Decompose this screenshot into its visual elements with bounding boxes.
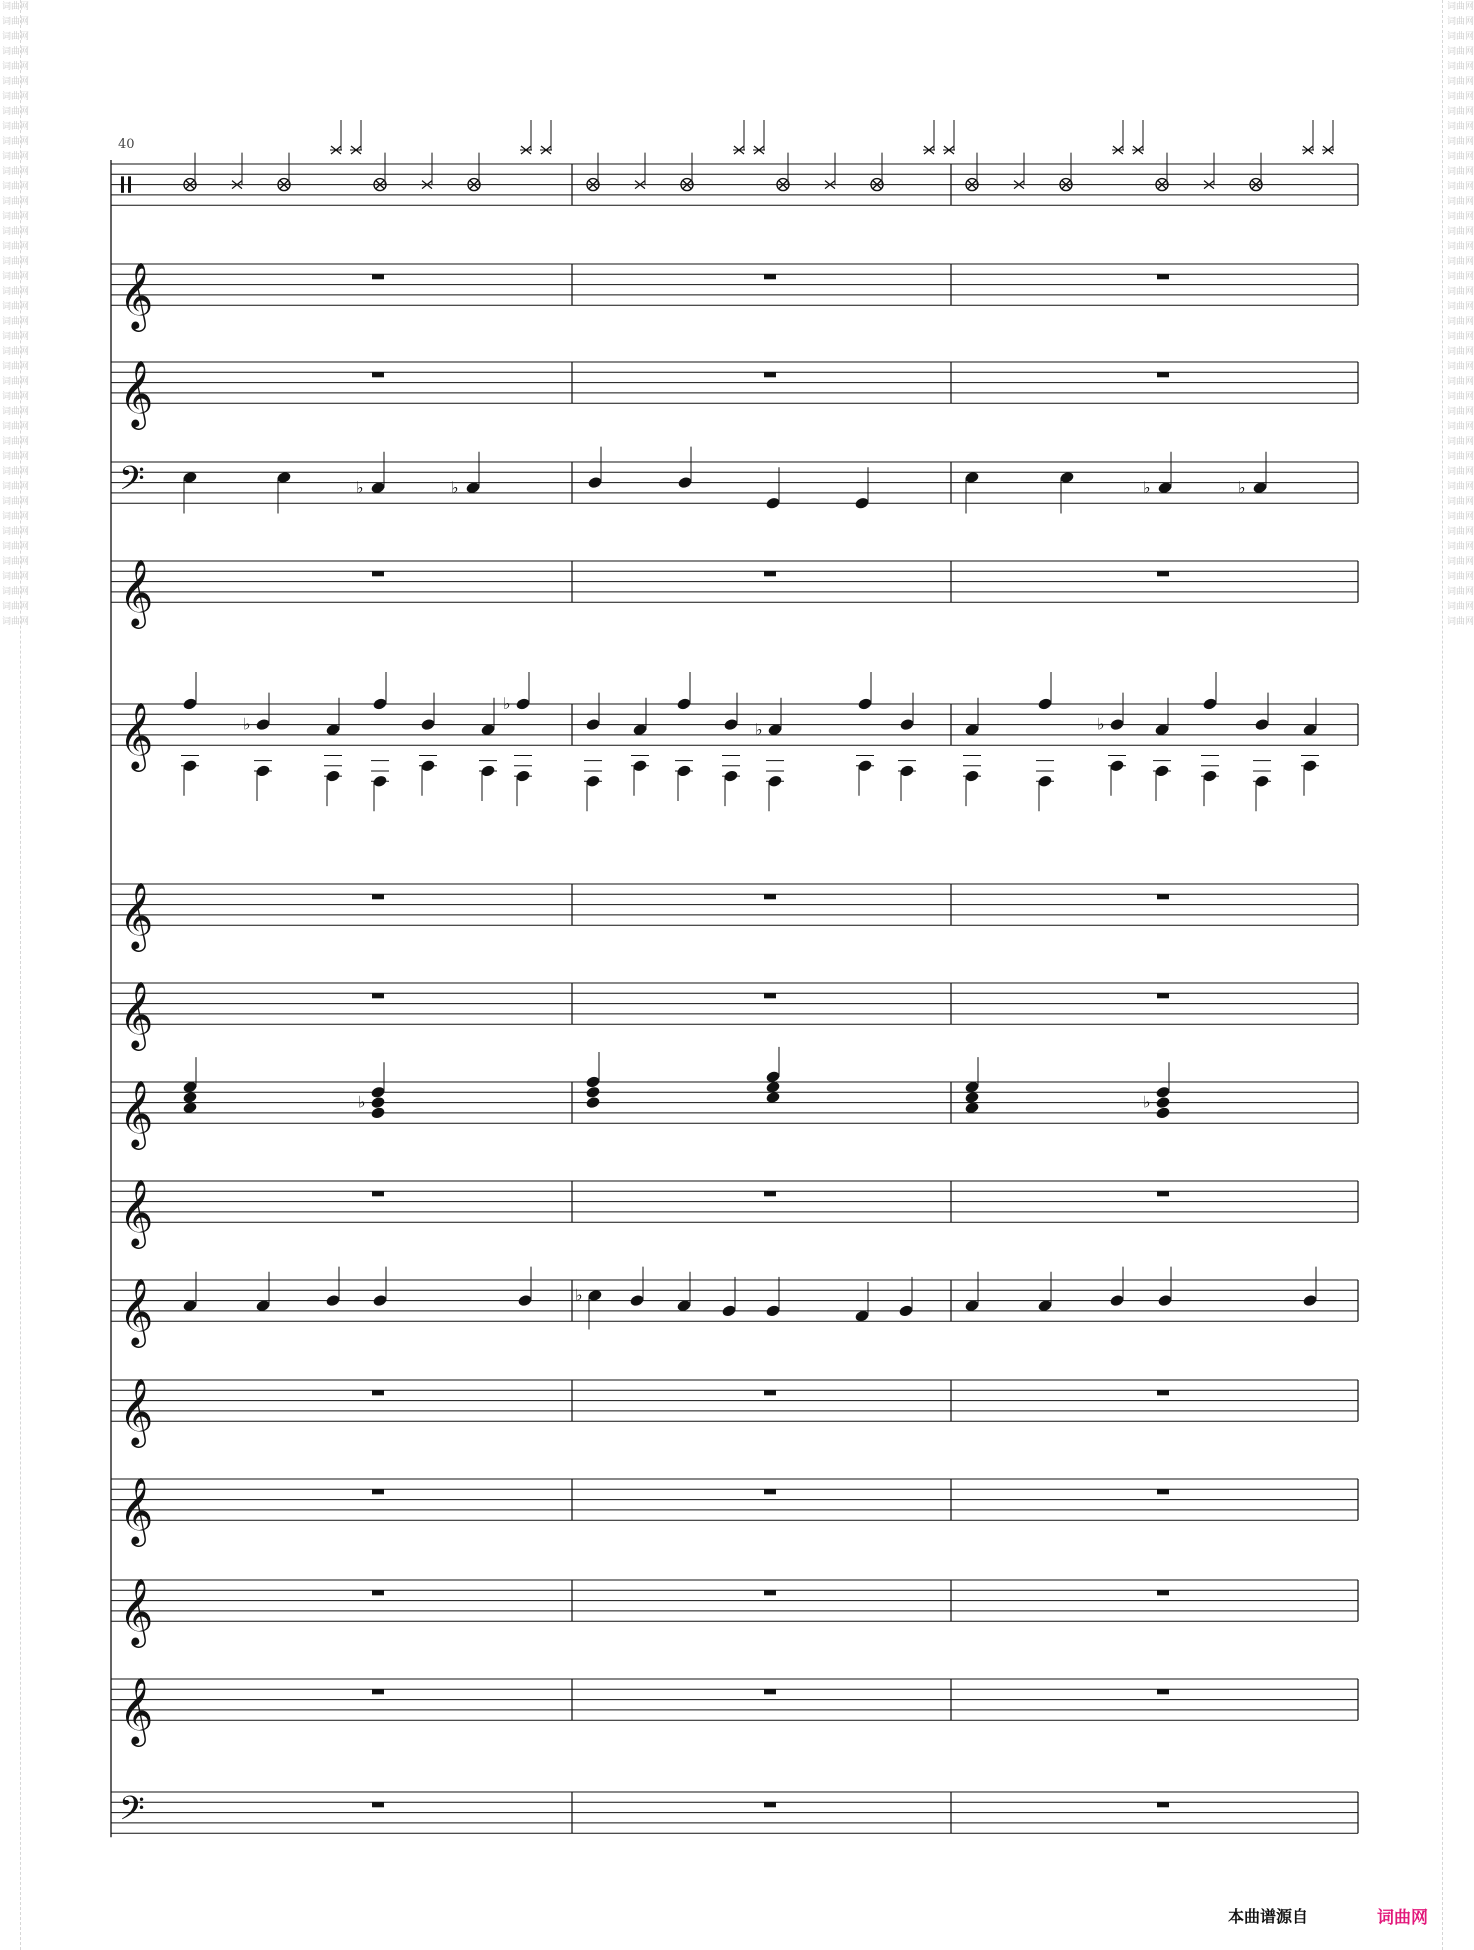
staff-percussion <box>111 164 1358 205</box>
chord-upper-notehead <box>255 718 271 732</box>
bass-clef: 𝄢 <box>119 1789 145 1836</box>
whole-rest <box>764 894 776 899</box>
staff-piano-chords <box>111 701 1358 772</box>
bass-notehead <box>677 476 693 490</box>
chord-pad-notehead <box>370 1106 386 1120</box>
whole-rest <box>764 1489 776 1494</box>
whole-rest <box>764 1689 776 1694</box>
chord-upper-notehead <box>420 718 436 732</box>
melody-notehead <box>325 1294 341 1308</box>
flat-accidental: ♭ <box>1143 477 1151 497</box>
measure-number: 40 <box>118 137 135 152</box>
flat-accidental: ♭ <box>575 1285 583 1305</box>
staff-staff-10 <box>111 1178 1358 1249</box>
treble-clef: 𝄞 <box>119 1079 154 1148</box>
melody-notehead <box>765 1304 781 1318</box>
chord-upper-notehead <box>515 697 531 711</box>
staff-staff-12 <box>111 1377 1358 1448</box>
whole-rest <box>1157 1390 1169 1395</box>
chord-upper-notehead <box>1254 718 1270 732</box>
staff-staff-13 <box>111 1476 1358 1547</box>
whole-rest <box>1157 1802 1169 1807</box>
staff-staff-7 <box>111 881 1358 952</box>
flat-accidental: ♭ <box>503 694 511 713</box>
chord-upper-notehead <box>1109 718 1125 732</box>
whole-rest <box>372 1689 384 1694</box>
whole-rest <box>764 1590 776 1595</box>
flat-accidental: ♭ <box>1143 1092 1151 1112</box>
melody-notehead <box>372 1294 388 1308</box>
chord-upper-notehead <box>585 718 601 732</box>
treble-clef: 𝄞 <box>119 881 154 950</box>
melody-notehead <box>721 1304 737 1318</box>
staff-staff-2 <box>111 261 1358 332</box>
whole-rest <box>372 894 384 899</box>
melody-notehead <box>629 1294 645 1308</box>
whole-rest <box>1157 993 1169 998</box>
whole-rest <box>764 1802 776 1807</box>
percussion-notes <box>184 120 1334 191</box>
staff-staff-16 <box>111 1790 1358 1836</box>
bass-notehead <box>587 476 603 490</box>
treble-clef: 𝄞 <box>119 261 154 330</box>
whole-rest <box>372 571 384 576</box>
chord-pad-notehead <box>370 1085 386 1099</box>
whole-rest <box>1157 894 1169 899</box>
whole-rest <box>372 1590 384 1595</box>
staff-staff-14 <box>111 1577 1358 1648</box>
whole-rest <box>764 372 776 377</box>
chord-upper-notehead <box>1202 697 1218 711</box>
treble-clef: 𝄞 <box>119 1577 154 1646</box>
treble-clef: 𝄞 <box>119 359 154 428</box>
footer-source-label: 本曲谱源自 <box>1228 1907 1309 1926</box>
treble-clef: 𝄞 <box>119 1178 154 1247</box>
chord-upper-notehead <box>676 697 692 711</box>
whole-rest <box>764 274 776 279</box>
chord-upper-notehead <box>1037 697 1053 711</box>
right-watermark-strip: 词曲网 词曲网 词曲网 词曲网 词曲网 词曲网 词曲网 词曲网 词曲网 词曲网 词曲网 词曲网 词曲网 词曲网 词曲网 词曲网 词曲网 词曲网 词曲网 词曲网 词曲网 词曲网 词曲网 词曲网 词曲网 词曲网 词曲网 词曲网 词曲网 词曲网 词曲网 词曲网 词曲网 词曲网 词曲网 词曲网 词曲网 词曲网 词曲网 词曲网 词曲网 词曲网 <box>1447 2 1474 627</box>
whole-rest <box>764 1390 776 1395</box>
treble-clef: 𝄞 <box>119 1277 154 1346</box>
flat-accidental: ♭ <box>755 719 763 739</box>
bass-notehead <box>854 496 870 510</box>
whole-rest <box>372 1489 384 1494</box>
whole-rest <box>1157 1689 1169 1694</box>
flat-accidental: ♭ <box>451 477 459 497</box>
chord-pad-notehead <box>585 1075 601 1089</box>
whole-rest <box>1157 1489 1169 1494</box>
whole-rest <box>372 1802 384 1807</box>
treble-clef: 𝄞 <box>119 558 154 627</box>
whole-rest <box>372 1191 384 1196</box>
percussion-clef <box>121 176 124 192</box>
chord-pad-notehead <box>1155 1106 1171 1120</box>
flat-accidental: ♭ <box>1238 477 1246 497</box>
chord-upper-notehead <box>372 697 388 711</box>
staff-staff-15 <box>111 1676 1358 1747</box>
melody-notehead <box>1157 1294 1173 1308</box>
flat-accidental: ♭ <box>1097 714 1105 734</box>
chord-pad-notehead <box>1155 1096 1171 1110</box>
treble-clef: 𝄞 <box>119 1676 154 1745</box>
chord-upper-notehead <box>723 718 739 732</box>
chord-pad-notehead <box>1155 1085 1171 1099</box>
whole-rest <box>1157 1590 1169 1595</box>
staff-chord-pad <box>111 1079 1358 1150</box>
whole-rest <box>764 993 776 998</box>
chord-pad-notehead <box>585 1096 601 1110</box>
melody-notes <box>182 1267 1318 1330</box>
staff-staff-5 <box>111 558 1358 629</box>
whole-rest <box>764 1191 776 1196</box>
whole-rest <box>1157 571 1169 576</box>
chord-pad-notes <box>182 1047 1171 1120</box>
chord-pad-notehead <box>370 1096 386 1110</box>
footer-brand-label[interactable]: 词曲网 <box>1377 1908 1428 1928</box>
whole-rest <box>1157 274 1169 279</box>
whole-rest <box>1157 1191 1169 1196</box>
whole-rest <box>372 993 384 998</box>
bass-notehead <box>765 496 781 510</box>
whole-rest <box>372 1390 384 1395</box>
whole-rest <box>372 372 384 377</box>
chord-upper-notehead <box>899 718 915 732</box>
flat-accidental: ♭ <box>356 477 364 497</box>
percussion-clef <box>128 176 131 192</box>
staff-staff-8 <box>111 980 1358 1051</box>
treble-clef: 𝄞 <box>119 980 154 1049</box>
left-watermark-strip: 词曲网 词曲网 词曲网 词曲网 词曲网 词曲网 词曲网 词曲网 词曲网 词曲网 词曲网 词曲网 词曲网 词曲网 词曲网 词曲网 词曲网 词曲网 词曲网 词曲网 词曲网 词曲网 词曲网 词曲网 词曲网 词曲网 词曲网 词曲网 词曲网 词曲网 词曲网 词曲网 词曲网 词曲网 词曲网 词曲网 词曲网 词曲网 词曲网 词曲网 词曲网 词曲网 <box>2 2 30 627</box>
staff-staff-3 <box>111 359 1358 430</box>
chord-upper-notehead <box>182 697 198 711</box>
treble-clef: 𝄞 <box>119 701 154 770</box>
whole-rest <box>1157 372 1169 377</box>
treble-clef: 𝄞 <box>119 1377 154 1446</box>
chord-pad-notehead <box>585 1085 601 1099</box>
whole-rest <box>764 571 776 576</box>
chord-upper-notehead <box>857 697 873 711</box>
melody-notehead <box>517 1294 533 1308</box>
melody-notehead <box>1302 1294 1318 1308</box>
whole-rest <box>372 274 384 279</box>
piano-chord-notes <box>181 672 1319 811</box>
flat-accidental: ♭ <box>358 1092 366 1112</box>
flat-accidental: ♭ <box>243 714 251 734</box>
melody-notehead <box>898 1304 914 1318</box>
bass-clef: 𝄢 <box>119 459 145 506</box>
melody-notehead <box>1109 1294 1125 1308</box>
treble-clef: 𝄞 <box>119 1476 154 1545</box>
